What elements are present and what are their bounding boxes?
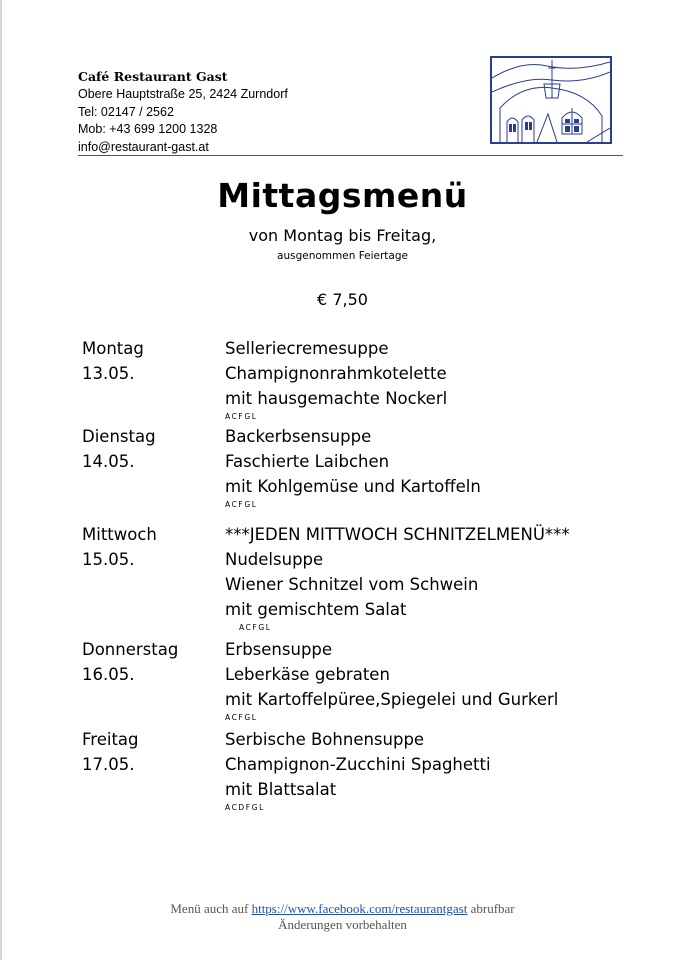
day-date: 16.05. — [82, 665, 135, 684]
header-divider — [78, 155, 623, 156]
day-name: Donnerstag — [82, 640, 179, 659]
menu-item: mit gemischtem Salat — [225, 600, 407, 619]
allergen-codes: ACFGL — [225, 412, 258, 421]
day-label — [82, 727, 139, 777]
day-label — [82, 424, 156, 474]
restaurant-building-icon — [492, 58, 610, 142]
menu-price: € 7,50 — [317, 290, 368, 309]
allergen-codes: ACFGL — [225, 500, 258, 509]
day-name: Montag — [82, 339, 144, 358]
page-edge-divider — [0, 0, 2, 960]
day-menu — [225, 637, 558, 723]
menu-item: Champignon-Zucchini Spaghetti — [225, 755, 491, 774]
allergen-codes: ACDFGL — [225, 803, 265, 812]
facebook-link[interactable]: https://www.facebook.com/restaurantgast — [251, 901, 468, 916]
restaurant-mobile: Mob: +43 699 1200 1328 — [78, 122, 218, 136]
menu-days-note: von Montag bis Freitag, — [248, 226, 437, 245]
day-menu — [225, 424, 481, 510]
menu-item: Leberkäse gebraten — [225, 665, 390, 684]
day-label — [82, 522, 157, 572]
menu-item: mit Blattsalat — [225, 780, 337, 799]
restaurant-name: Café Restaurant Gast — [78, 69, 228, 84]
page-footer — [0, 901, 685, 933]
menu-item: mit Kohlgemüse und Kartoffeln — [225, 477, 481, 496]
restaurant-address: Obere Hauptstraße 25, 2424 Zurndorf — [78, 87, 288, 101]
menu-item: Faschierte Laibchen — [225, 452, 390, 471]
day-date: 13.05. — [82, 364, 135, 383]
day-date: 14.05. — [82, 452, 135, 471]
holiday-note: ausgenommen Feiertage — [277, 250, 408, 262]
restaurant-email: info@restaurant-gast.at — [78, 139, 209, 154]
page-title: Mittagsmenü — [217, 176, 468, 215]
footer-line-facebook — [0, 901, 685, 917]
menu-item: ***JEDEN MITTWOCH SCHNITZELMENÜ*** — [225, 525, 570, 544]
footer-suffix: abrufbar — [467, 901, 515, 916]
day-name: Freitag — [82, 730, 139, 749]
menu-item: mit hausgemachte Nockerl — [225, 389, 448, 408]
footer-disclaimer: Änderungen vorbehalten — [278, 917, 407, 932]
day-menu — [225, 522, 570, 633]
day-label — [82, 637, 178, 687]
day-label — [82, 336, 144, 386]
restaurant-logo — [490, 56, 612, 144]
menu-item: Backerbsensuppe — [225, 427, 372, 446]
menu-item: Selleriecremesuppe — [225, 339, 389, 358]
menu-item: Wiener Schnitzel vom Schwein — [225, 575, 479, 594]
day-name: Dienstag — [82, 427, 156, 446]
day-name: Mittwoch — [82, 525, 157, 544]
restaurant-phone: Tel: 02147 / 2562 — [78, 104, 174, 119]
menu-item: Champignonrahmkotelette — [225, 364, 447, 383]
day-date: 15.05. — [82, 550, 135, 569]
menu-item: mit Kartoffelpüree,Spiegelei und Gurkerl — [225, 690, 559, 709]
menu-item: Erbsensuppe — [225, 640, 333, 659]
day-menu — [225, 336, 447, 422]
menu-item: Serbische Bohnensuppe — [225, 730, 425, 749]
allergen-codes: ACFGL — [239, 623, 272, 632]
menu-item: Nudelsuppe — [225, 550, 324, 569]
footer-prefix: Menü auch auf — [170, 901, 252, 916]
day-date: 17.05. — [82, 755, 135, 774]
allergen-codes: ACFGL — [225, 713, 258, 722]
day-menu — [225, 727, 491, 813]
